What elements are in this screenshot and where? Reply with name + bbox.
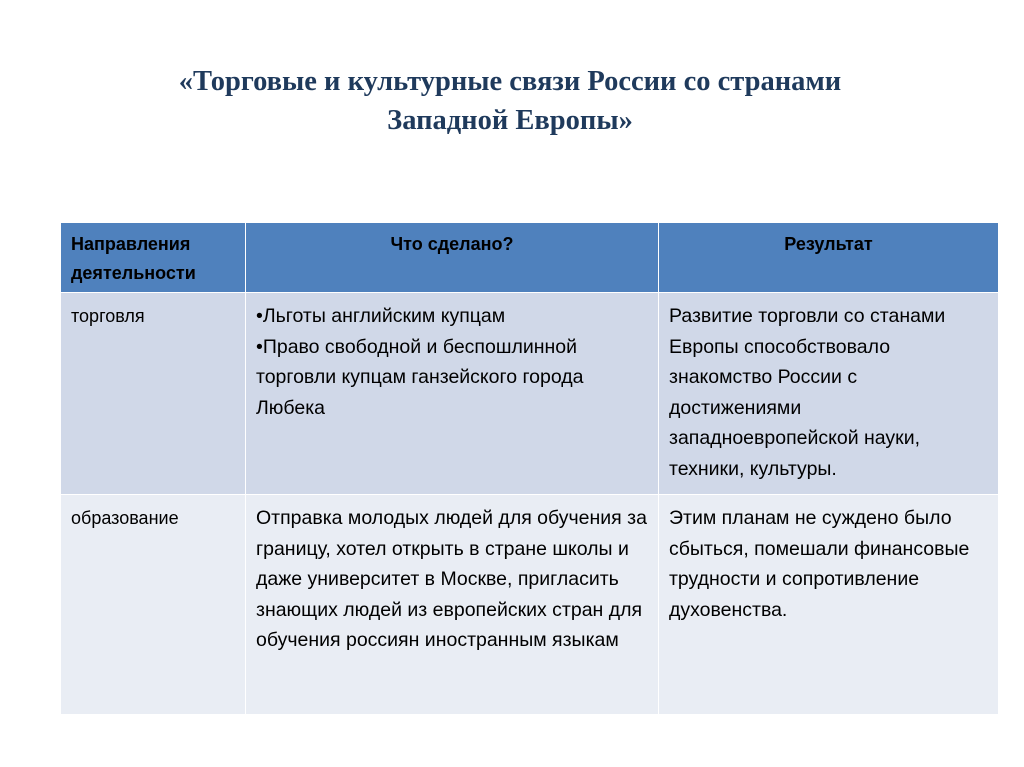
list-item: •Право свободной и беспошлинной торговли купцам ганзейского города Любека (256, 335, 584, 419)
cell-activity-trade: торговля (61, 293, 246, 495)
table-row-education (61, 495, 999, 715)
cell-result-education: Этим планам не суждено было сбыться, помешали финансовые трудности и сопротивление духовенства. (659, 495, 999, 715)
cell-done-trade (246, 293, 659, 495)
cell-done-education: Отправка молодых людей для обучения за границу, хотел открыть в стране школы и даже университет в Москве, пригласить знающих людей из европейских стран для обучения россиян иностранным языкам (246, 495, 659, 715)
cell-activity-education: образование (61, 495, 246, 715)
trade-done-list (256, 301, 648, 423)
activities-table (60, 222, 999, 715)
header-what-was-done: Что сделано? (246, 223, 659, 293)
list-item: •Льготы английским купцам (256, 305, 506, 327)
cell-result-trade: Развитие торговли со станами Европы способствовало знакомство России с достижениями западноевропейской науки, техники, культуры. (659, 293, 999, 495)
slide-title-line-2: Западной Европы» (387, 105, 633, 136)
slide-title-line-1: «Торговые и культурные связи России со странами (178, 66, 842, 97)
header-result: Результат (659, 223, 999, 293)
slide-title (60, 62, 960, 140)
header-activity-direction: Направления деятельности (61, 223, 246, 293)
table-header-row (61, 223, 999, 293)
table-row-trade (61, 293, 999, 495)
